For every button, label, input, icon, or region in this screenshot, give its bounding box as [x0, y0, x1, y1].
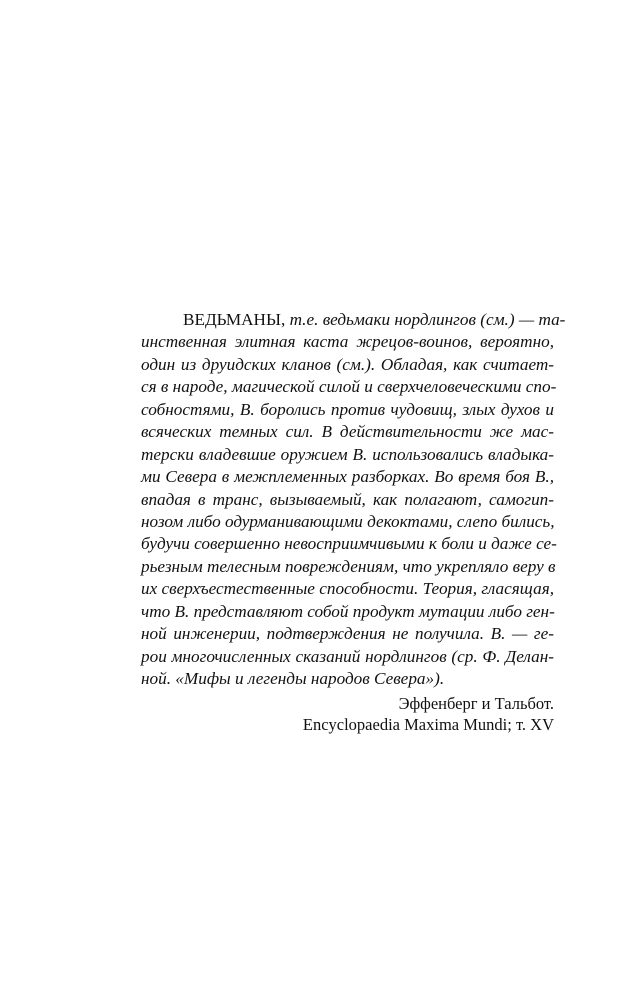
epigraph-line: инственная элитная каста жрецов-воинов, вероятно,: [141, 332, 554, 352]
epigraph-line: терски владевшие оружием В. использовались владыка-: [141, 444, 554, 464]
epigraph-line: рьезным телесным повреждениям, что укрепляло веру в: [141, 556, 556, 576]
epigraph-line: впадая в транс, вызываемый, как полагают, самогип-: [141, 489, 554, 509]
epigraph-line: собностями, В. боролись против чудовищ, злых духов и: [141, 399, 554, 419]
epigraph-line: ся в народе, магической силой и сверхчеловеческими спо-: [141, 377, 557, 397]
epigraph-line: один из друидских кланов (см.). Обладая, как считает-: [141, 354, 554, 374]
attribution-authors: Эффенберг и Тальбот.: [398, 694, 554, 713]
epigraph-line: нозом либо одурманивающими декоктами, слепо бились,: [141, 511, 555, 531]
epigraph-line-1: [141, 309, 566, 331]
epigraph-line: будучи совершенно невосприимчивыми к боли и даже се-: [141, 534, 557, 554]
epigraph-first-line-text: т.е. ведьмаки нордлингов (см.) — та-: [285, 310, 566, 329]
attribution-source: Encyclopaedia Maxima Mundi; т. XV: [302, 715, 554, 734]
epigraph-line: всяческих темных сил. В действительности же мас-: [141, 422, 554, 442]
epigraph-line: их сверхъестественные способности. Теория, гласящая,: [141, 579, 554, 599]
epigraph-attribution: [303, 693, 554, 735]
epigraph-line: рои многочисленных сказаний нордлингов (ср. Ф. Делан-: [141, 646, 554, 666]
epigraph-last-line: ной. «Мифы и легенды народов Севера»).: [141, 669, 445, 688]
epigraph-line: ной инженерии, подтверждения не получила. В. — ге-: [141, 624, 554, 644]
epigraph-lead-word: ВЕДЬМАНЫ,: [183, 310, 286, 329]
epigraph: [141, 309, 566, 690]
epigraph-line: ми Севера в межплеменных разборках. Во время боя В.,: [141, 467, 554, 487]
epigraph-line: что В. представляют собой продукт мутации либо ген-: [141, 601, 555, 621]
